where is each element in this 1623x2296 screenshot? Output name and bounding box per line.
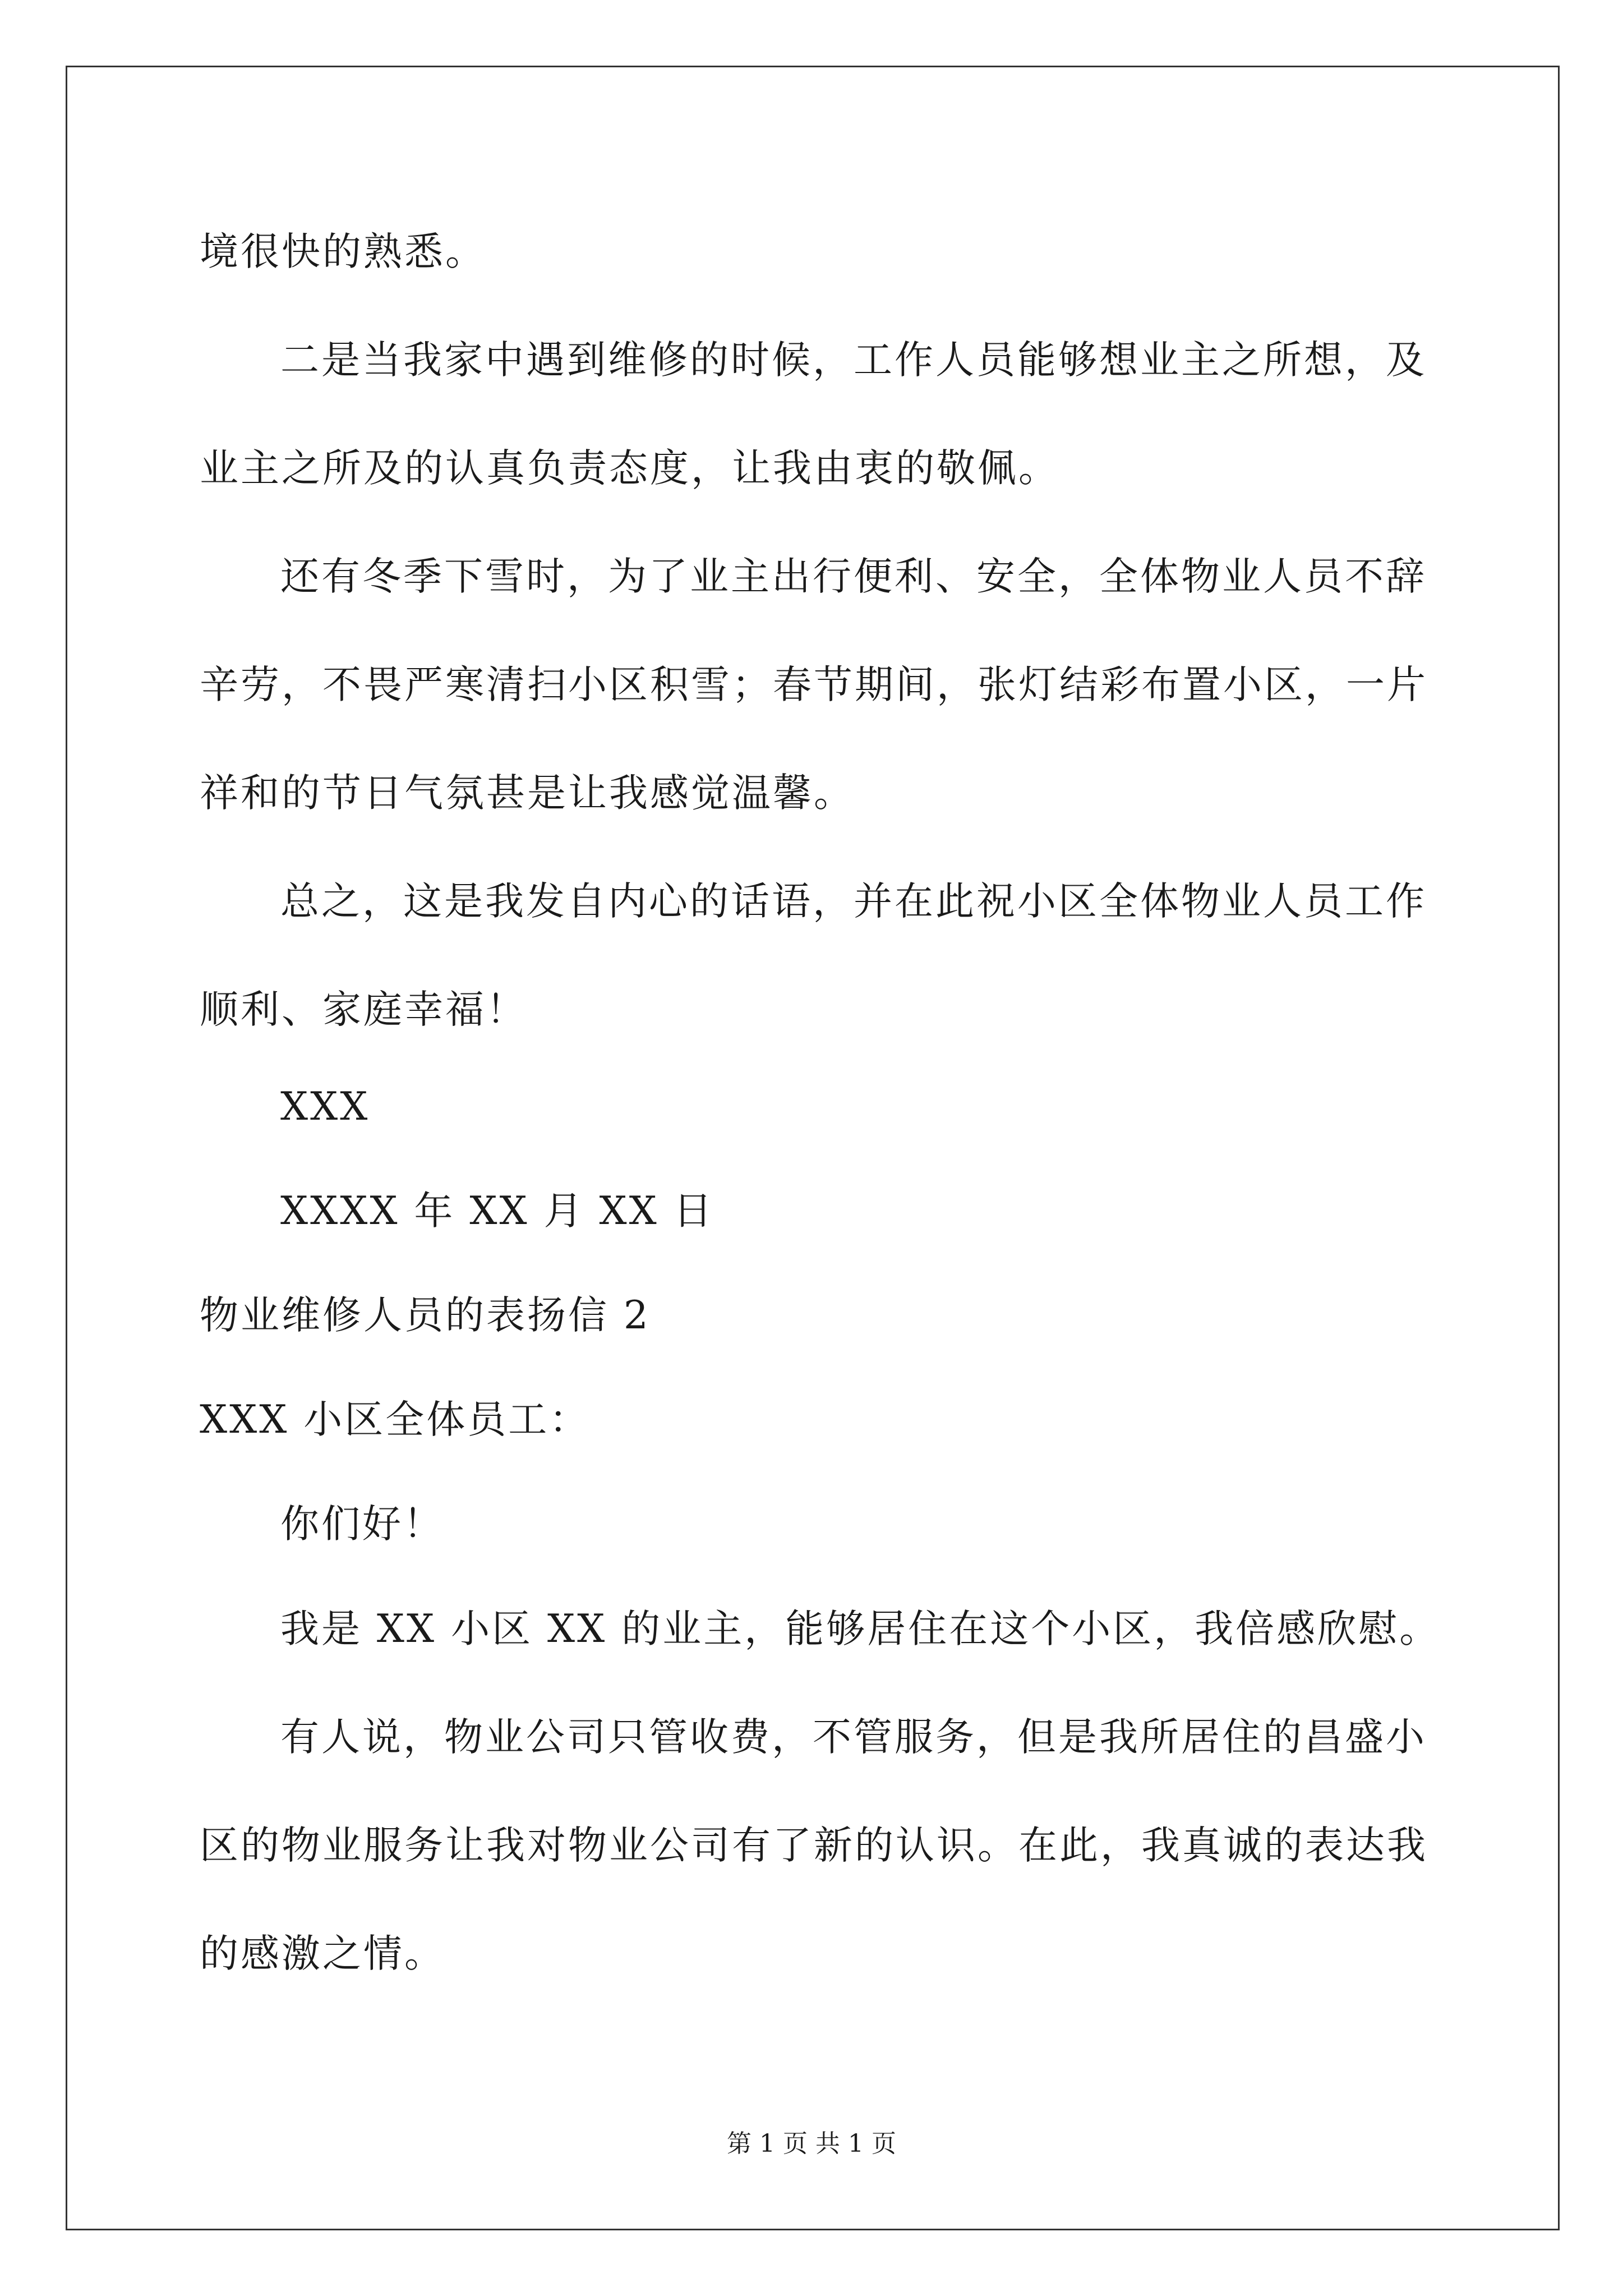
text-line: 辛劳，不畏严寒清扫小区积雪；春节期间，张灯结彩布置小区，一片 — [200, 662, 1428, 707]
text-line: 境很快的熟悉。 — [200, 229, 486, 274]
text-line: 的感激之情。 — [200, 1931, 445, 1976]
letter-title: 物业维修人员的表扬信 2 — [200, 1293, 651, 1338]
page-footer: 第 1 页 共 1 页 — [727, 2129, 896, 2158]
text-line: 总之，这是我发自内心的话语，并在此祝小区全体物业人员工作 — [280, 879, 1427, 924]
text-line: 二是当我家中遇到维修的时候，工作人员能够想业主之所想，及 — [280, 338, 1427, 383]
text-line: 区的物业服务让我对物业公司有了新的认识。在此，我真诚的表达我 — [200, 1823, 1428, 1868]
page-frame — [66, 66, 1560, 2230]
text-line: 我是 XX 小区 XX 的业主，能够居住在这个小区，我倍感欣慰。 — [280, 1607, 1441, 1651]
signature-name: XXX — [280, 1084, 370, 1129]
greeting: 你们好！ — [280, 1502, 444, 1547]
text-line: 祥和的节日气氛甚是让我感觉温馨。 — [200, 771, 855, 816]
text-line: 有人说，物业公司只管收费，不管服务，但是我所居住的昌盛小 — [280, 1715, 1427, 1760]
signature-date: XXXX 年 XX 月 XX 日 — [280, 1189, 714, 1234]
letter-salutation: XXX 小区全体员工： — [200, 1397, 591, 1442]
text-line: 顺利、家庭幸福！ — [200, 987, 527, 1032]
text-line: 还有冬季下雪时，为了业主出行便利、安全，全体物业人员不辞 — [280, 554, 1427, 599]
text-line: 业主之所及的认真负责态度，让我由衷的敬佩。 — [200, 446, 1059, 491]
